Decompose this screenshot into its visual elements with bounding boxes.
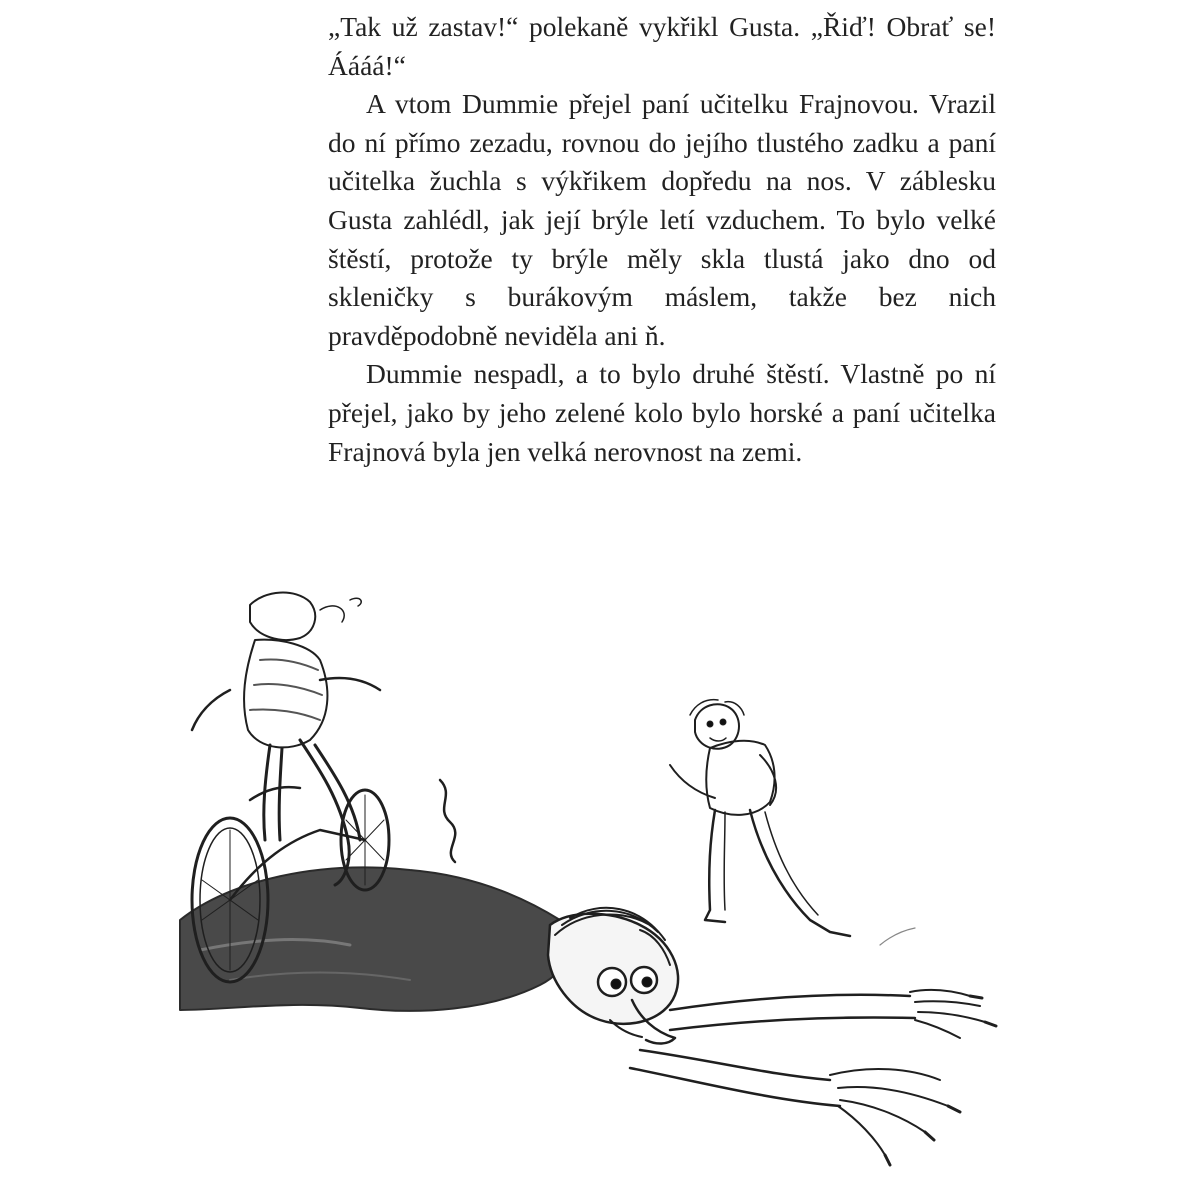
boy-standing	[670, 700, 850, 936]
teacher-head	[548, 908, 678, 1044]
teacher-arms	[630, 990, 996, 1165]
paragraph-1: „Tak už zastav!“ polekaně vykřikl Gusta. „Řiď! Obrať se! Áááá!“	[328, 11, 996, 81]
paragraph-3: Dummie nespadl, a to bylo druhé štěstí. Vlastně po ní přejel, jako by jeho zelené kolo bylo horské a paní učitelka Frajnová byla jen velká nerovnost na zemi.	[328, 358, 996, 467]
paragraph-2: A vtom Dummie přejel paní učitelku Frajnovou. Vrazil do ní přímo zezadu, rovnou do jejího tlustého zadku a paní učitelka žuchla s výkřikem dopředu na nos. V záblesku Gusta zahlédl, jak její brýle letí vzduchem. To bylo velké štěstí, protože ty brýle měly skla tlustá jako dno od skleničky s burákovým máslem, takže bez nich pravděpodobně neviděla ani ň.	[328, 88, 996, 351]
boy-on-bike	[192, 593, 380, 885]
motion-squiggle	[440, 780, 455, 862]
ink-illustration	[170, 540, 1030, 1190]
story-text	[328, 8, 996, 471]
